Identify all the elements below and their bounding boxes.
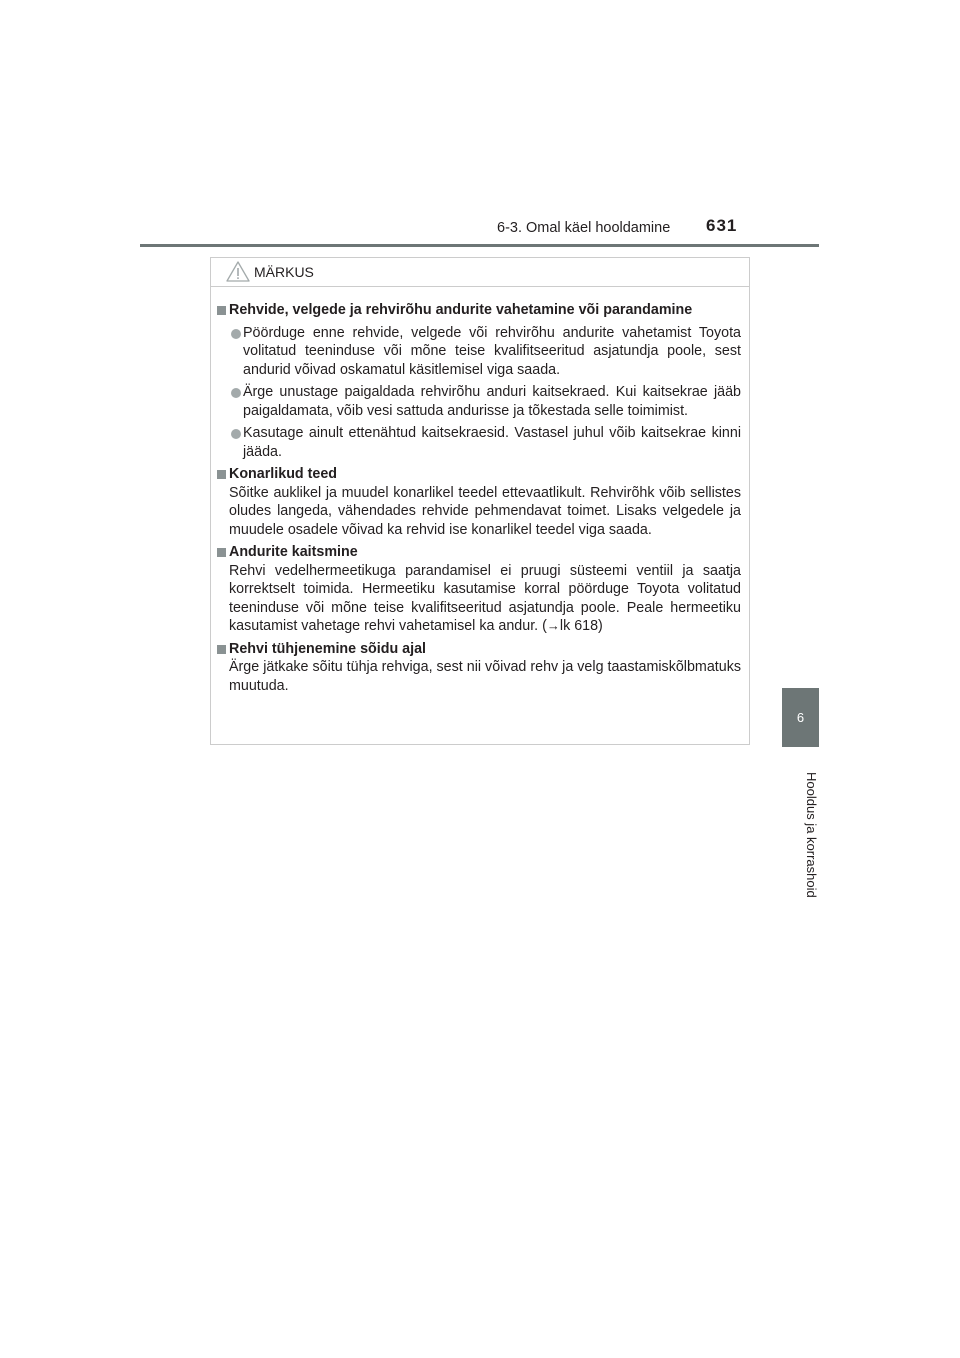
- list-item: Pöörduge enne rehvide, velgede või rehvirõhu andurite vahetamist Toyota volitatud teeninduse või mõne teise kvalifitseeritud asjatundja poole, sest andurid võivad oskamatul käsitlemisel viga saada.: [216, 324, 741, 380]
- page-number: 631: [706, 216, 738, 235]
- section-title: 6-3. Omal käel hooldamine: [497, 220, 671, 236]
- chapter-label: Hooldus ja korrashoid: [804, 772, 819, 898]
- chapter-number: 6: [796, 710, 805, 725]
- circle-bullet-icon: [231, 388, 241, 398]
- section-text: Sõitke auklikel ja muudel konarlikel teedel ettevaatlikult. Rehvirõhk võib sellistes oludes langeda, vähendades rehvide pehmendavat toimet. Lisaks velgedele ja muudele osadele võivad ka rehvid ise konarlikel teedel viga saada.: [229, 484, 741, 538]
- square-bullet-icon: [217, 548, 226, 557]
- section-tire-replacement: [216, 301, 741, 461]
- section-text: Ärge jätkake sõitu tühja rehviga, sest nii võivad rehv ja velg taastamiskõlbmatuks muutuda.: [229, 659, 741, 694]
- section-heading: Rehvi tühjenemine sõidu ajal: [216, 640, 741, 659]
- chapter-tab[interactable]: [782, 688, 819, 747]
- header-divider: [140, 244, 819, 247]
- square-bullet-icon: [217, 645, 226, 654]
- notice-header: [211, 258, 749, 287]
- section-heading: Andurite kaitsmine: [216, 543, 741, 562]
- warning-triangle-icon: [226, 261, 250, 282]
- list-item: Ärge unustage paigaldada rehvirõhu anduri kaitsekraed. Kui kaitsekrae jääb paigaldamata, võib vesi sattuda andurisse ja tõkestada selle toimimist.: [216, 383, 741, 420]
- circle-bullet-icon: [231, 429, 241, 439]
- page-reference-link[interactable]: lk 618): [559, 618, 603, 634]
- notice-box: [210, 257, 750, 745]
- section-heading: Rehvide, velgede ja rehvirõhu andurite vahetamine või parandamine: [216, 301, 741, 320]
- notice-body: [211, 287, 749, 695]
- section-sensor-protection: [216, 543, 741, 636]
- section-flat-tire: [216, 640, 741, 696]
- section-text: Rehvi vedelhermeetikuga parandamisel ei pruugi süsteemi ventiil ja saatja korrektselt toimida. Hermeetiku kasutamise korral pöörduge Toyota volitatud teeninduse või mõne teise kvalifitseeritud asjatundja poole. Peale hermeetiku kasutamist vahetage rehvi vahetamisel ka andur. (→lk 618): [229, 562, 741, 634]
- notice-title: MÄRKUS: [254, 264, 314, 280]
- circle-bullet-icon: [231, 329, 241, 339]
- square-bullet-icon: [217, 306, 226, 315]
- square-bullet-icon: [217, 470, 226, 479]
- arrow-right-icon: →: [546, 618, 560, 633]
- list-item: Kasutage ainult ettenähtud kaitsekraesid. Vastasel juhul võib kaitsekrae kinni jääda.: [216, 424, 741, 461]
- section-heading: Konarlikud teed: [216, 465, 741, 484]
- section-rough-roads: [216, 465, 741, 539]
